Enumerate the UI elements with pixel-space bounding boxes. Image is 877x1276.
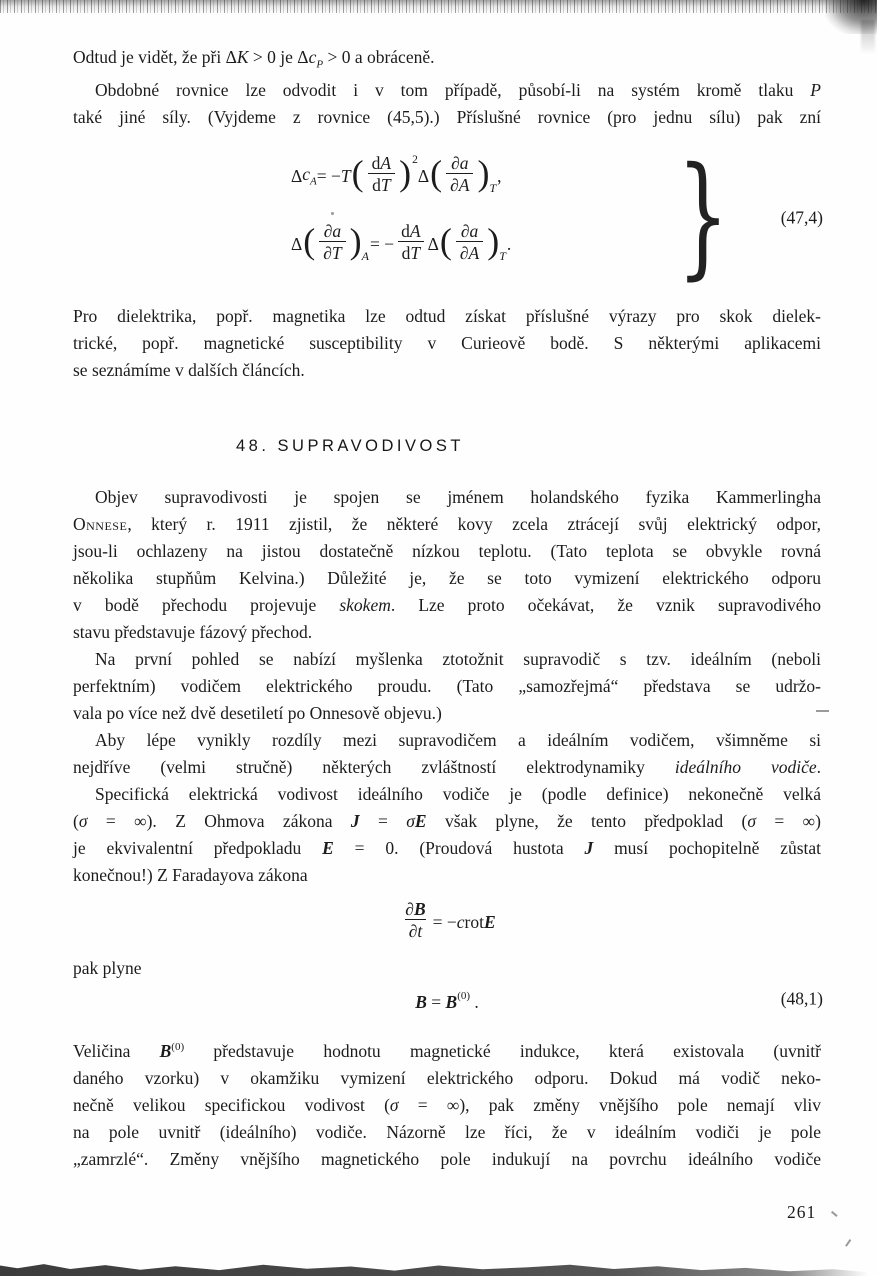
- text-line: trické, popř. magnetické susceptibility v Curieově bodě. S některými aplikacemi: [73, 333, 821, 353]
- text-line: Objev supravodivosti je spojen se jménem holandského fyzika Kammerlingha: [95, 487, 821, 507]
- text-line: „zamrzlé“. Změny vnějšího magnetického pole indukují na povrchu ideálního vodiče: [73, 1148, 821, 1169]
- text-line: Odtud je vidět, že při ΔK > 0 je $\Delta c_P > 0$ a obráceně.: [73, 47, 435, 71]
- paragraph-prvni-pohled: [73, 646, 821, 727]
- scan-corner-smudge: [825, 0, 877, 34]
- paragraph-intro: [73, 44, 821, 79]
- equation-expression: ∂B ∂t = − c rot E: [405, 898, 496, 941]
- text-line: jsou-li ochlazeny na jistou dostatečně nízkou teplotu. (Tato teplota se obvykle rovná: [73, 541, 821, 561]
- equation-48-1: [73, 985, 821, 1012]
- equation-brace: }: [676, 139, 730, 293]
- text-line: se seznámíme v dalších článcích.: [73, 360, 305, 380]
- text-line: konečnou!) Z Faradayova zákona: [73, 865, 308, 885]
- text-line: je ekvivalentní předpokladu E = 0. (Proudová hustota J musí pochopitelně zůstat: [73, 838, 821, 858]
- text-line: v bodě přechodu projevuje skokem. Lze proto očekávat, že vznik supravodivého: [73, 595, 822, 615]
- paragraph-dielektrika: [73, 303, 821, 384]
- text-line: Pro dielektrika, popř. magnetika lze odtud získat příslušné výrazy pro skok dielek-: [73, 306, 821, 326]
- scan-right-streak: [861, 20, 875, 60]
- scan-edge-bottom-artifact: [0, 1262, 877, 1276]
- paragraph-velicina: [73, 1034, 821, 1173]
- equation-47-4: [73, 139, 823, 293]
- text-line: (σ = ∞). Z Ohmova zákona J = σE však plyne, že tento předpoklad (σ = ∞): [73, 811, 821, 831]
- text-line: Obdobné rovnice lze odvodit i v tom případě, působí-li na systém kromě tlaku P: [95, 80, 821, 100]
- text-line: Veličina $B^{(0)}$ představuje hodnotu magnetické indukce, která existovala (uvnitř: [73, 1040, 821, 1061]
- text-line: stavu představuje fázový přechod.: [73, 622, 313, 642]
- equation-number-47-4: (47,4): [780, 207, 823, 228]
- text-line: několika stupňům Kelvina.) Důležité je, že se toto vymizení elektrického odporu: [73, 568, 821, 588]
- equation-line-2: Δ ( ∂a ∂T ) A = − dA dT Δ ( ∂a ∂A ) T .: [291, 220, 512, 263]
- equation-lines: [291, 150, 511, 270]
- text-line: Specifická elektrická vodivost ideálního vodiče je (podle definice) nekonečně velká: [95, 784, 821, 804]
- paragraph-vodivost: [73, 781, 821, 889]
- equation-expression: $B = B^{(0)}$ .: [415, 990, 479, 1012]
- text-line: perfektním) vodičem elektrického proudu. (Tato „samozřejmá“ představa se udržo-: [73, 676, 821, 696]
- equation-number-48-1: (48,1): [780, 988, 823, 1008]
- text-line: na pole uvnitř (ideálního) vodiče. Názorně lze říci, že v ideálním vodiči je pole: [73, 1121, 821, 1142]
- paragraph-rozdily: [73, 727, 821, 781]
- paragraph-objev: [73, 484, 821, 646]
- section-heading: 48. SUPRAVODIVOST: [236, 437, 464, 455]
- scan-edge-top-artifact: [0, 0, 877, 13]
- text-line: také jiné síly. (Vyjdeme z rovnice (45,5).) Příslušné rovnice (pro jednu sílu) pak zní: [73, 107, 821, 127]
- text-line: Onnese, který r. 1911 zjistil, že některé kovy zcela ztrácejí svůj elektrický odpor,: [73, 514, 821, 534]
- equation-line-1: Δ $c_A$ = − T ( dA dT ) 2 Δ ( ∂a ∂A ) T ,: [291, 152, 502, 195]
- text-line: daného vzorku) v okamžiku vymizení elektrického odporu. Dokud má vodič neko-: [73, 1067, 821, 1088]
- text-line: nečně velikou specifickou vodivost (σ = ∞), pak změny vnějšího pole nemají vliv: [73, 1094, 821, 1115]
- text-line: nejdříve (velmi stručně) některých zvláštností elektrodynamiky ideálního vodiče.: [73, 757, 821, 777]
- equation-faraday: [73, 893, 821, 951]
- text-line: Aby lépe vynikly rozdíly mezi supravodičem a ideálním vodičem, všimněme si: [95, 730, 821, 750]
- text-pak-plyne: pak plyne: [73, 958, 142, 978]
- scan-speck: [831, 1211, 837, 1217]
- paragraph-rovnice: [73, 77, 821, 131]
- text-line: vala po více než dvě desetiletí po Onnesově objevu.): [73, 703, 442, 723]
- scan-speck: [845, 1239, 851, 1246]
- text-line: Na první pohled se nabízí myšlenka ztotožnit supravodič s tzv. ideálním (neboli: [95, 649, 821, 669]
- page-number: 261: [787, 1202, 817, 1222]
